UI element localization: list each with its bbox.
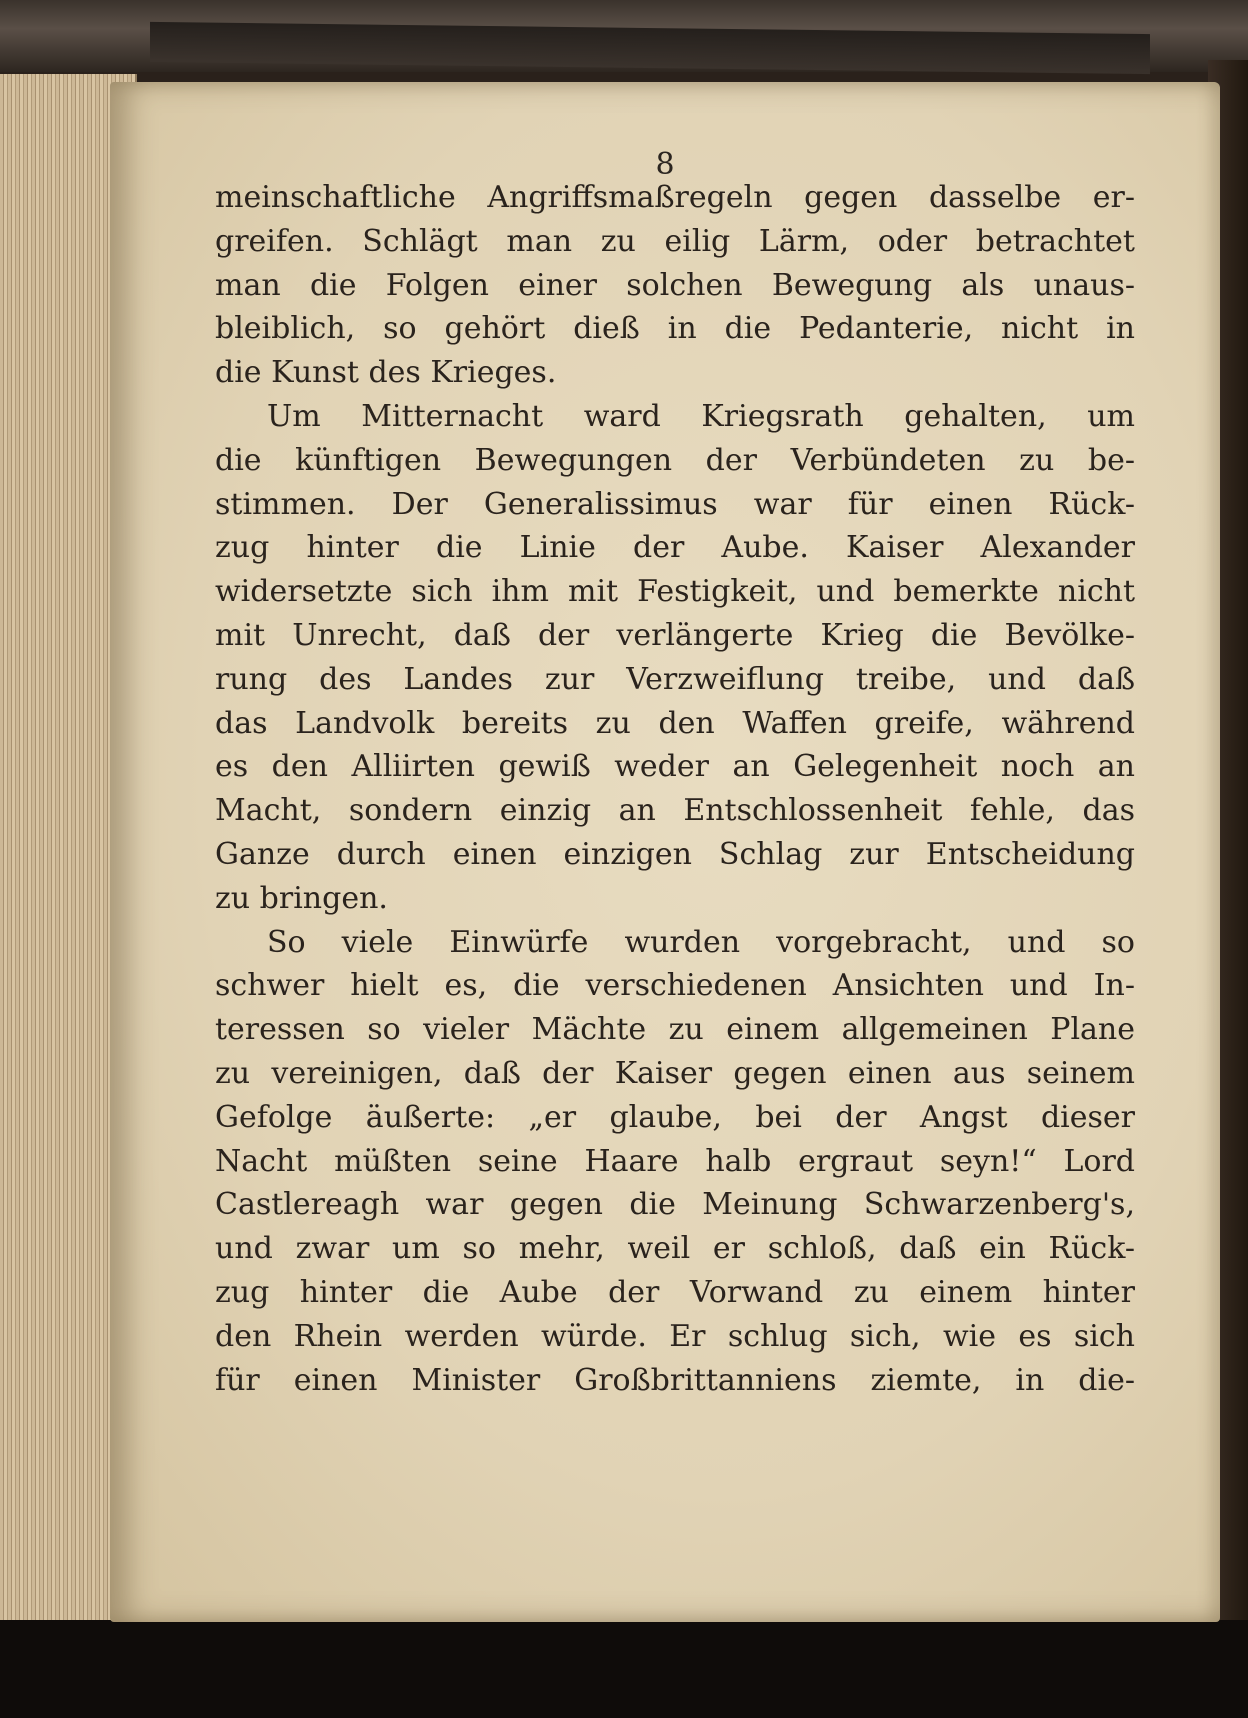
- text-line: die künftigen Bewegungen der Verbündeten zu be-: [215, 442, 1135, 478]
- text-line: und zwar um so mehr, weil er schloß, daß ein Rück-: [215, 1231, 1135, 1267]
- text-line: das Landvolk bereits zu den Waffen greife, während: [215, 705, 1135, 741]
- text-line: den Rhein werden würde. Er schlug sich, wie es sich: [215, 1318, 1135, 1354]
- text-line: greifen. Schlägt man zu eilig Lärm, oder betrachtet: [215, 223, 1135, 259]
- text-line: Castlereagh war gegen die Meinung Schwarzenberg's,: [215, 1187, 1135, 1223]
- text-line: mit Unrecht, daß der verlängerte Krieg die Bevölke-: [215, 617, 1135, 653]
- text-line: Um Mitternacht ward Kriegsrath gehalten, um: [267, 398, 1135, 434]
- text-line: für einen Minister Großbrittanniens ziemte, in die-: [215, 1362, 1135, 1398]
- text-line: stimmen. Der Generalissimus war für einen Rück-: [215, 486, 1135, 522]
- text-line: Macht, sondern einzig an Entschlossenheit fehle, das: [215, 793, 1135, 829]
- body-text: [215, 176, 1135, 1402]
- text-line: schwer hielt es, die verschiedenen Ansichten und In-: [215, 968, 1135, 1004]
- page-number: 8: [655, 147, 675, 182]
- text-line: rung des Landes zur Verzweiflung treibe, und daß: [215, 661, 1135, 697]
- text-line: zug hinter die Aube der Vorwand zu einem hinter: [215, 1274, 1135, 1310]
- text-line: widersetzte sich ihm mit Festigkeit, und bemerkte nicht: [215, 574, 1135, 610]
- text-line: Ganze durch einen einzigen Schlag zur Entscheidung: [215, 836, 1135, 872]
- scan-background: [0, 1620, 1248, 1718]
- text-line: zu bringen.: [215, 880, 388, 916]
- text-line: die Kunst des Krieges.: [215, 355, 557, 391]
- text-line: Nacht müßten seine Haare halb ergraut seyn!“ Lord: [215, 1143, 1135, 1179]
- text-line: meinschaftliche Angriffsmaßregeln gegen dasselbe er-: [215, 180, 1135, 215]
- text-line: zug hinter die Linie der Aube. Kaiser Alexander: [215, 530, 1135, 566]
- book-cover-top: [0, 0, 1248, 72]
- text-line: man die Folgen einer solchen Bewegung als unaus-: [215, 267, 1135, 303]
- text-line: So viele Einwürfe wurden vorgebracht, und so: [267, 924, 1135, 960]
- text-line: es den Alliirten gewiß weder an Gelegenheit noch an: [215, 749, 1135, 785]
- text-line: teressen so vieler Mächte zu einem allgemeinen Plane: [215, 1012, 1135, 1048]
- text-line: bleiblich, so gehört dieß in die Pedanterie, nicht in: [215, 311, 1135, 347]
- text-line: zu vereinigen, daß der Kaiser gegen einen aus seinem: [215, 1055, 1135, 1091]
- text-line: Gefolge äußerte: „er glaube, bei der Angst dieser: [215, 1099, 1135, 1135]
